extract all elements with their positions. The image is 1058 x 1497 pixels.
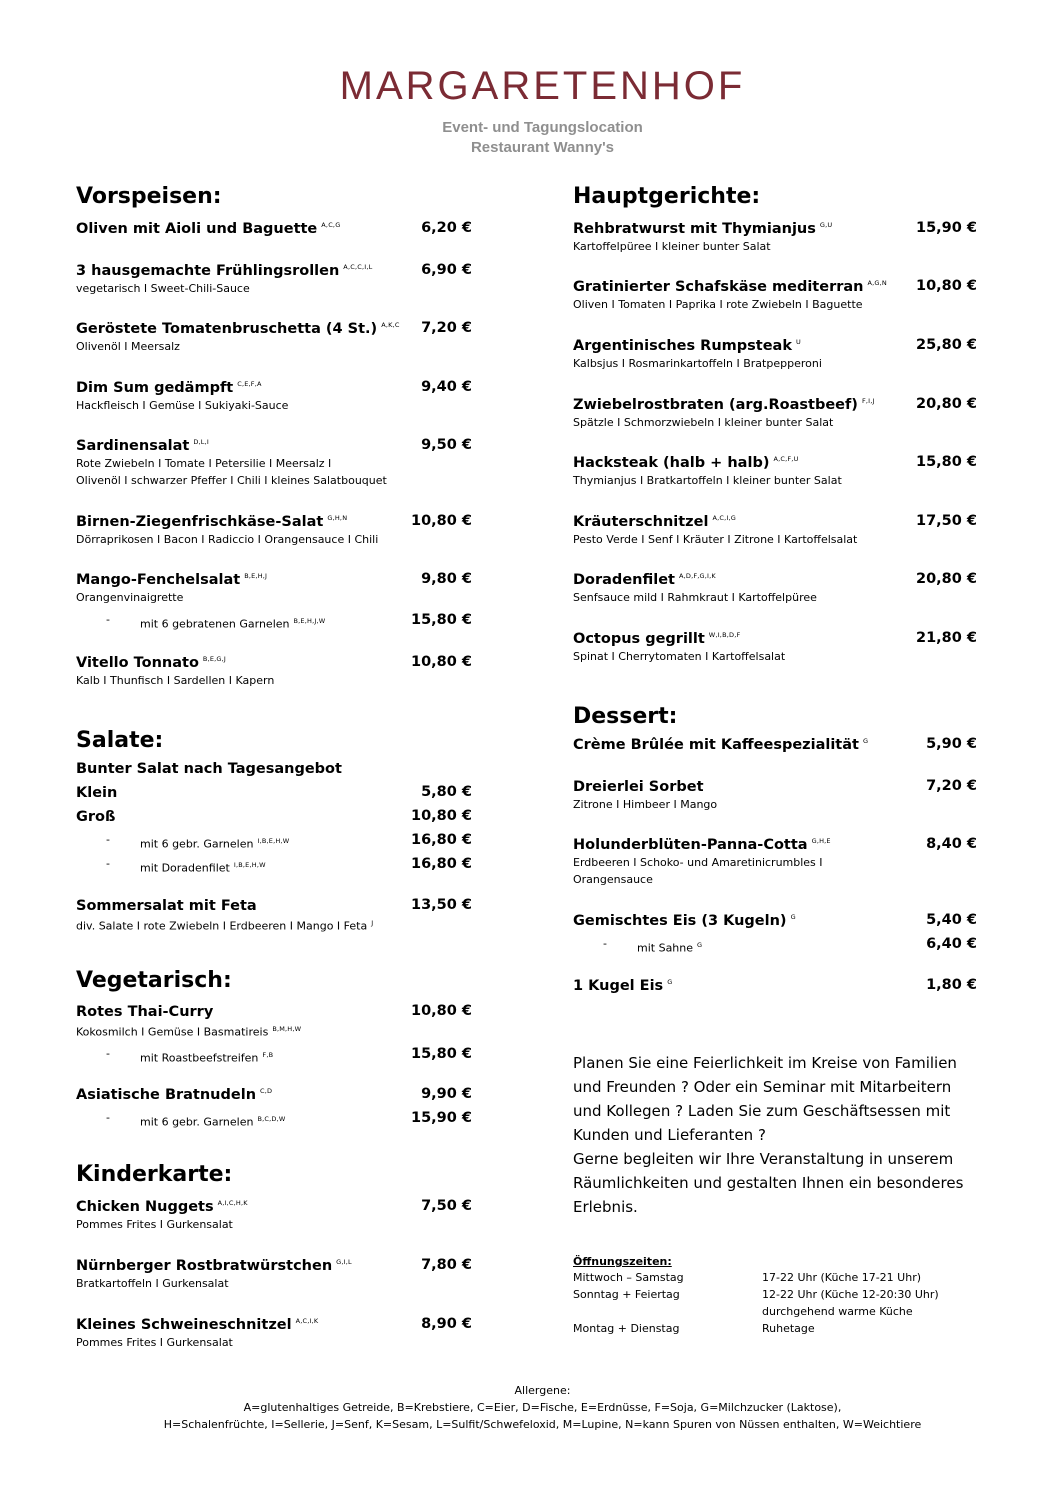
allergen-codes: W,I,B,D,F <box>708 630 741 639</box>
item-price: 5,90 € <box>926 736 977 752</box>
allergen-codes: B,C,D,W <box>257 1115 286 1123</box>
menu-item <box>573 834 977 888</box>
item-description: Oliven I Tomaten I Paprika I rote Zwiebeln I Baguette <box>573 298 863 311</box>
menu-item <box>76 1255 472 1292</box>
item-description: Kalbsjus I Rosmarinkartoffeln I Bratpepperoni <box>573 357 822 370</box>
item-description: Kartoffelpüree I kleiner bunter Salat <box>573 240 771 253</box>
item-price: 15,80 € <box>915 454 977 470</box>
item-description: Kalb I Thunfisch I Sardellen I Kapern <box>76 674 275 687</box>
item-price: 10,80 € <box>410 513 472 529</box>
menu-item <box>76 806 472 826</box>
menu-item <box>76 318 472 355</box>
promo-line: Gerne begleiten wir Ihre Veranstaltung in unserem <box>573 1150 954 1168</box>
menu-item <box>573 335 977 372</box>
option-price: 16,80 € <box>410 856 472 872</box>
item-name: Oliven mit Aioli und Baguette <box>76 221 318 237</box>
opening-hours-title: Öffnungszeiten: <box>573 1255 672 1268</box>
menu-item <box>76 1314 472 1351</box>
option-name: mit Sahne <box>637 941 694 955</box>
option-price: 15,80 € <box>410 612 472 628</box>
item-price: 10,80 € <box>410 808 472 824</box>
menu-item <box>573 218 977 255</box>
menu-item <box>76 1001 472 1064</box>
hours-row <box>573 1269 993 1286</box>
item-name: Bunter Salat nach Tagesangebot <box>76 761 342 777</box>
option-price: 15,80 € <box>410 1045 472 1062</box>
item-price: 7,50 € <box>421 1198 472 1214</box>
hours-days: Sonntag + Feiertag <box>573 1288 680 1301</box>
allergen-codes: G,U <box>819 220 833 229</box>
item-name: Gratinierter Schafskäse mediterran <box>573 279 864 295</box>
item-name: Dim Sum gedämpft <box>76 380 234 396</box>
item-description: Spätzle I Schmorzwiebeln I kleiner bunter Salat <box>573 416 834 429</box>
item-name: Rotes Thai-Curry <box>76 1004 214 1020</box>
item-name: Crème Brûlée mit Kaffeespezialität <box>573 737 859 753</box>
hours-time-line: 12-22 Uhr (Küche 12-20:30 Uhr) <box>762 1288 939 1301</box>
item-description: Dörraprikosen I Bacon I Radiccio I Orangensauce I Chili <box>76 533 379 546</box>
allergen-codes: B,E,H,J <box>244 571 268 580</box>
item-name: 1 Kugel Eis <box>573 978 664 994</box>
menu-item <box>76 895 472 935</box>
item-price: 15,90 € <box>915 220 977 236</box>
promo-line: Kunden und Lieferanten ? <box>573 1126 766 1144</box>
allergen-codes: A,C,C,I,L <box>343 262 373 271</box>
allergen-legend-line: A=glutenhaltiges Getreide, B=Krebstiere, C=Eier, D=Fische, E=Erdnüsse, F=Soja, G=Milchzucker (Laktose), <box>243 1401 842 1414</box>
item-price: 9,80 € <box>421 571 472 587</box>
section-title-vegetarisch: Vegetarisch: <box>76 968 232 993</box>
promo-line: Räumlichkeiten und gestalten Ihnen ein besonderes <box>573 1174 964 1192</box>
allergen-codes: G,H,E <box>811 836 831 845</box>
item-price: 5,40 € <box>926 912 977 928</box>
allergen-codes: U <box>795 337 801 346</box>
item-option <box>76 854 472 874</box>
item-description: Kokosmilch I Gemüse I Basmatireis <box>76 1025 269 1039</box>
menu-item <box>573 394 977 431</box>
item-price: 7,20 € <box>926 778 977 794</box>
allergen-codes: C,D <box>260 1086 273 1095</box>
item-description: Spinat I Cherrytomaten I Kartoffelsalat <box>573 650 786 663</box>
option-dash: - <box>106 1046 110 1060</box>
option-dash: - <box>106 613 110 626</box>
item-description: Pesto Verde I Senf I Kräuter I Zitrone I Kartoffelsalat <box>573 533 858 546</box>
allergen-codes: A,G,N <box>867 278 887 287</box>
item-name: Dreierlei Sorbet <box>573 779 704 795</box>
hours-time: 17-22 Uhr (Küche 17-21 Uhr) <box>762 1271 922 1284</box>
allergen-codes: A,C,I,G <box>712 513 736 522</box>
item-price: 6,90 € <box>421 262 472 278</box>
section-title-salate: Salate: <box>76 728 164 753</box>
item-price: 7,80 € <box>421 1257 472 1273</box>
option-dash: - <box>106 1111 110 1124</box>
section-title-kinderkarte: Kinderkarte: <box>76 1162 233 1187</box>
menu-item <box>76 782 472 802</box>
item-description: Orangensauce <box>573 873 653 886</box>
option-name: mit Roastbeefstreifen <box>140 1051 259 1065</box>
option-price: 15,90 € <box>410 1110 472 1126</box>
menu-item <box>573 276 977 313</box>
allergen-codes: G <box>790 912 796 921</box>
item-price: 10,80 € <box>410 654 472 670</box>
allergen-codes: F,B <box>262 1050 274 1059</box>
allergen-codes: G,I,L <box>336 1257 352 1266</box>
item-description: Bratkartoffeln I Gurkensalat <box>76 1277 229 1290</box>
item-description: div. Salate I rote Zwiebeln I Erdbeeren I Mango I Feta <box>76 919 368 933</box>
allergen-codes: B,E,H,J,W <box>293 617 326 625</box>
hours-time: Ruhetage <box>762 1322 815 1335</box>
menu-item <box>76 377 472 414</box>
allergen-codes: G <box>697 941 703 949</box>
hours-days: Mittwoch – Samstag <box>573 1271 684 1284</box>
allergen-codes: J <box>371 919 374 927</box>
section-title-hauptgerichte: Hauptgerichte: <box>573 184 761 209</box>
menu-item <box>76 652 472 689</box>
allergen-codes: F,I,J <box>861 396 875 405</box>
tagline-event: Event- und Tagungslocation <box>442 119 643 136</box>
menu-item <box>573 975 977 995</box>
allergen-legend-title: Allergene: <box>514 1384 571 1397</box>
item-option <box>76 1044 472 1064</box>
option-name: mit 6 gebratenen Garnelen <box>140 617 290 631</box>
option-dash: - <box>603 937 607 950</box>
item-price: 21,80 € <box>915 630 977 646</box>
menu-item <box>573 569 977 606</box>
item-name: Vitello Tonnato <box>76 655 199 671</box>
item-name: Doradenfilet <box>573 572 675 588</box>
item-name: Gemischtes Eis (3 Kugeln) <box>573 913 787 929</box>
item-option <box>76 830 472 850</box>
allergen-codes: A,I,C,H,K <box>217 1198 248 1207</box>
menu-item <box>76 1196 472 1233</box>
item-price: 9,50 € <box>421 437 472 453</box>
item-name: Mango-Fenchelsalat <box>76 572 241 588</box>
item-price: 1,80 € <box>926 977 977 993</box>
allergen-codes: A,C,G <box>321 220 341 229</box>
allergen-codes: G,H,N <box>327 513 348 522</box>
option-name: mit 6 gebr. Garnelen <box>140 837 254 851</box>
hours-row <box>573 1320 993 1337</box>
tagline-restaurant: Restaurant Wanny's <box>470 139 615 156</box>
allergen-codes: I,B,E,H,W <box>257 837 290 845</box>
item-description: Olivenöl I Meersalz <box>76 340 180 353</box>
item-name: Geröstete Tomatenbruschetta (4 St.) <box>76 321 378 337</box>
promo-line: und Kollegen ? Laden Sie zum Geschäftsessen mit <box>573 1102 951 1120</box>
item-option <box>76 1108 472 1128</box>
item-name: Rehbratwurst mit Thymianjus <box>573 221 816 237</box>
menu-item <box>573 910 977 954</box>
item-description: Senfsauce mild I Rahmkraut I Kartoffelpüree <box>573 591 817 604</box>
item-name: Groß <box>76 809 116 825</box>
option-name: mit 6 gebr. Garnelen <box>140 1115 254 1129</box>
item-name: Birnen-Ziegenfrischkäse-Salat <box>76 514 324 530</box>
promo-line: Planen Sie eine Feierlichkeit im Kreise von Familien <box>573 1054 957 1072</box>
opening-hours <box>573 1254 993 1337</box>
allergen-codes: B,E,G,J <box>202 654 227 663</box>
item-price: 20,80 € <box>915 571 977 587</box>
item-description: Hackfleisch I Gemüse I Sukiyaki-Sauce <box>76 399 289 412</box>
item-description: Thymianjus I Bratkartoffeln I kleiner bunter Salat <box>573 474 842 487</box>
menu-item <box>76 511 472 548</box>
item-description: Rote Zwiebeln I Tomate I Petersilie I Meersalz I <box>76 457 332 470</box>
menu-item <box>76 218 472 238</box>
item-price: 20,80 € <box>915 396 977 412</box>
item-option <box>573 934 977 954</box>
hours-time-line: durchgehend warme Küche <box>762 1305 913 1318</box>
option-dash: - <box>106 857 110 870</box>
item-description: Erdbeeren I Schoko- und Amaretinicrumbles I <box>573 856 823 869</box>
item-price: 17,50 € <box>915 513 977 529</box>
item-name: Kleines Schweineschnitzel <box>76 1317 292 1333</box>
option-price: 6,40 € <box>926 936 977 952</box>
menu-item <box>573 776 977 813</box>
item-description: Orangenvinaigrette <box>76 591 184 604</box>
hours-days: Montag + Dienstag <box>573 1322 680 1335</box>
item-description: Olivenöl I schwarzer Pfeffer I Chili I kleines Salatbouquet <box>76 474 387 487</box>
menu-item <box>76 569 472 630</box>
menu-item <box>573 628 977 665</box>
item-description: Pommes Frites I Gurkensalat <box>76 1336 233 1349</box>
allergen-codes: A,K,C <box>381 320 400 329</box>
item-name: Sardinensalat <box>76 438 190 454</box>
item-name: Asiatische Bratnudeln <box>76 1087 257 1103</box>
hours-row <box>573 1286 993 1320</box>
item-name: Holunderblüten-Panna-Cotta <box>573 837 808 853</box>
section-title-dessert: Dessert: <box>573 704 678 729</box>
allergen-codes: D,L,I <box>193 437 209 446</box>
item-description: vegetarisch I Sweet-Chili-Sauce <box>76 282 250 295</box>
item-description: Pommes Frites I Gurkensalat <box>76 1218 233 1231</box>
allergen-codes: G <box>862 736 869 745</box>
item-name: Klein <box>76 785 118 801</box>
restaurant-logo-title: MARGARETENHOF <box>339 64 746 108</box>
item-price: 10,80 € <box>915 278 977 294</box>
item-name: Octopus gegrillt <box>573 631 705 647</box>
menu-item <box>76 435 472 489</box>
item-price: 7,20 € <box>421 320 472 336</box>
item-price: 8,90 € <box>421 1316 472 1332</box>
allergen-codes: B,M,H,W <box>272 1025 302 1033</box>
menu-item <box>76 260 472 297</box>
allergen-codes: A,C,F,U <box>773 454 799 463</box>
option-price: 16,80 € <box>410 832 472 848</box>
item-name: Argentinisches Rumpsteak <box>573 338 792 354</box>
event-promo-text <box>573 1051 993 1219</box>
menu-item <box>573 511 977 548</box>
item-name: Sommersalat mit Feta <box>76 898 257 914</box>
item-price: 10,80 € <box>410 1003 472 1019</box>
allergen-codes: C,E,F,A <box>237 379 262 388</box>
menu-item <box>573 452 977 489</box>
item-name: Chicken Nuggets <box>76 1199 214 1215</box>
promo-line: Erlebnis. <box>573 1198 638 1216</box>
item-price: 8,40 € <box>926 836 977 852</box>
allergen-codes: I,B,E,H,W <box>233 861 266 869</box>
item-price: 6,20 € <box>421 220 472 236</box>
allergen-legend-line: H=Schalenfrüchte, I=Sellerie, J=Senf, K=Sesam, L=Sulfit/Schwefeloxid, M=Lupine, N=kann Spuren von Nüssen enthalten, W=Weichtiere <box>163 1418 922 1431</box>
item-name: Nürnberger Rostbratwürstchen <box>76 1258 333 1274</box>
allergen-codes: A,C,I,K <box>295 1316 319 1325</box>
item-name: Hacksteak (halb + halb) <box>573 455 770 471</box>
item-name: Zwiebelrostbraten (arg.Roastbeef) <box>573 397 858 413</box>
item-price: 25,80 € <box>915 337 977 353</box>
item-price: 13,50 € <box>410 897 472 913</box>
item-name: Kräuterschnitzel <box>573 514 709 530</box>
item-price: 5,80 € <box>421 784 472 800</box>
menu-item <box>76 1084 472 1128</box>
option-dash: - <box>106 833 110 846</box>
item-description: Zitrone I Himbeer I Mango <box>573 798 718 811</box>
section-title-vorspeisen: Vorspeisen: <box>76 184 222 209</box>
item-name: 3 hausgemachte Frühlingsrollen <box>76 263 340 279</box>
promo-line: und Freunden ? Oder ein Seminar mit Mitarbeitern <box>573 1078 952 1096</box>
item-price: 9,40 € <box>421 379 472 395</box>
item-price: 9,90 € <box>421 1086 472 1102</box>
item-option <box>76 610 472 630</box>
option-name: mit Doradenfilet <box>140 861 230 875</box>
allergen-codes: A,D,F,G,I,K <box>678 571 716 580</box>
menu-item <box>573 734 977 754</box>
allergen-codes: G <box>667 977 673 986</box>
hours-time <box>762 1286 939 1320</box>
